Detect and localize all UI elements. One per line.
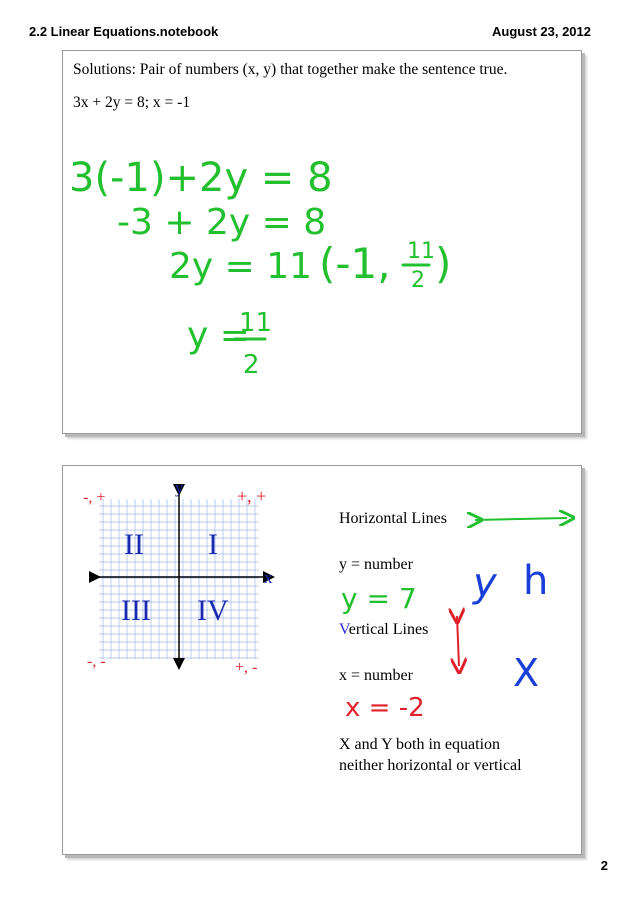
hw-point-den: 2 — [411, 268, 425, 293]
x-equals-number: x = number — [339, 667, 413, 684]
page-number: 2 — [600, 858, 608, 873]
sign-quadrant-II: -, + — [83, 489, 106, 506]
hw-step-1: 3(-1)+2y = 8 — [69, 155, 333, 201]
vertical-cap-letter: V — [339, 621, 349, 638]
hw-point-close: ) — [435, 239, 452, 288]
horizontal-lines-heading: Horizontal Lines — [339, 510, 447, 527]
quadrant-IV-label: IV — [197, 594, 229, 627]
hw-step-3: 2y = 11 — [169, 246, 313, 287]
hw-step-2: -3 + 2y = 8 — [117, 202, 327, 243]
quadrant-II-label: II — [124, 528, 144, 561]
hw-y-letter: y — [473, 560, 497, 606]
vertical-rest: ertical Lines — [348, 621, 429, 638]
y-equals-number: y = number — [339, 556, 413, 573]
hw-frac-den: 2 — [243, 350, 260, 380]
coordinate-plane — [63, 466, 581, 854]
slide-lines — [62, 465, 582, 855]
hw-x-example: x = -2 — [345, 693, 425, 723]
solutions-definition: Solutions: Pair of numbers (x, y) that together make the sentence true. — [73, 61, 508, 78]
sign-quadrant-III: -, - — [87, 653, 106, 670]
horizontal-arrow-icon — [475, 518, 567, 520]
hw-y-example: y = 7 — [341, 582, 417, 615]
notebook-title: 2.2 Linear Equations.notebook — [29, 24, 219, 39]
slide-solutions — [62, 50, 582, 434]
handwritten-work — [63, 51, 581, 433]
both-line-1: X and Y both in equation — [339, 736, 501, 753]
hw-point-open: (-1, — [319, 239, 391, 288]
hw-frac-num: 11 — [239, 308, 273, 338]
hw-x-letter: X — [513, 651, 540, 695]
system-equation: 3x + 2y = 8; x = -1 — [73, 94, 191, 111]
y-axis-label: y — [175, 478, 184, 497]
vertical-lines-heading — [339, 621, 428, 639]
sign-quadrant-IV: +, - — [235, 659, 258, 676]
both-variables-note — [339, 734, 522, 776]
hw-h-letter: h — [523, 558, 549, 604]
sign-quadrant-I: +, + — [237, 486, 267, 506]
notebook-date: August 23, 2012 — [492, 24, 591, 39]
hw-point-num: 11 — [407, 239, 435, 264]
quadrant-III-label: III — [121, 594, 151, 627]
hw-step-4: y = — [187, 315, 250, 356]
x-axis-label: x — [264, 568, 273, 587]
quadrant-I-label: I — [208, 528, 218, 561]
both-line-2: neither horizontal or vertical — [339, 757, 522, 774]
vertical-arrow-icon — [457, 616, 459, 666]
